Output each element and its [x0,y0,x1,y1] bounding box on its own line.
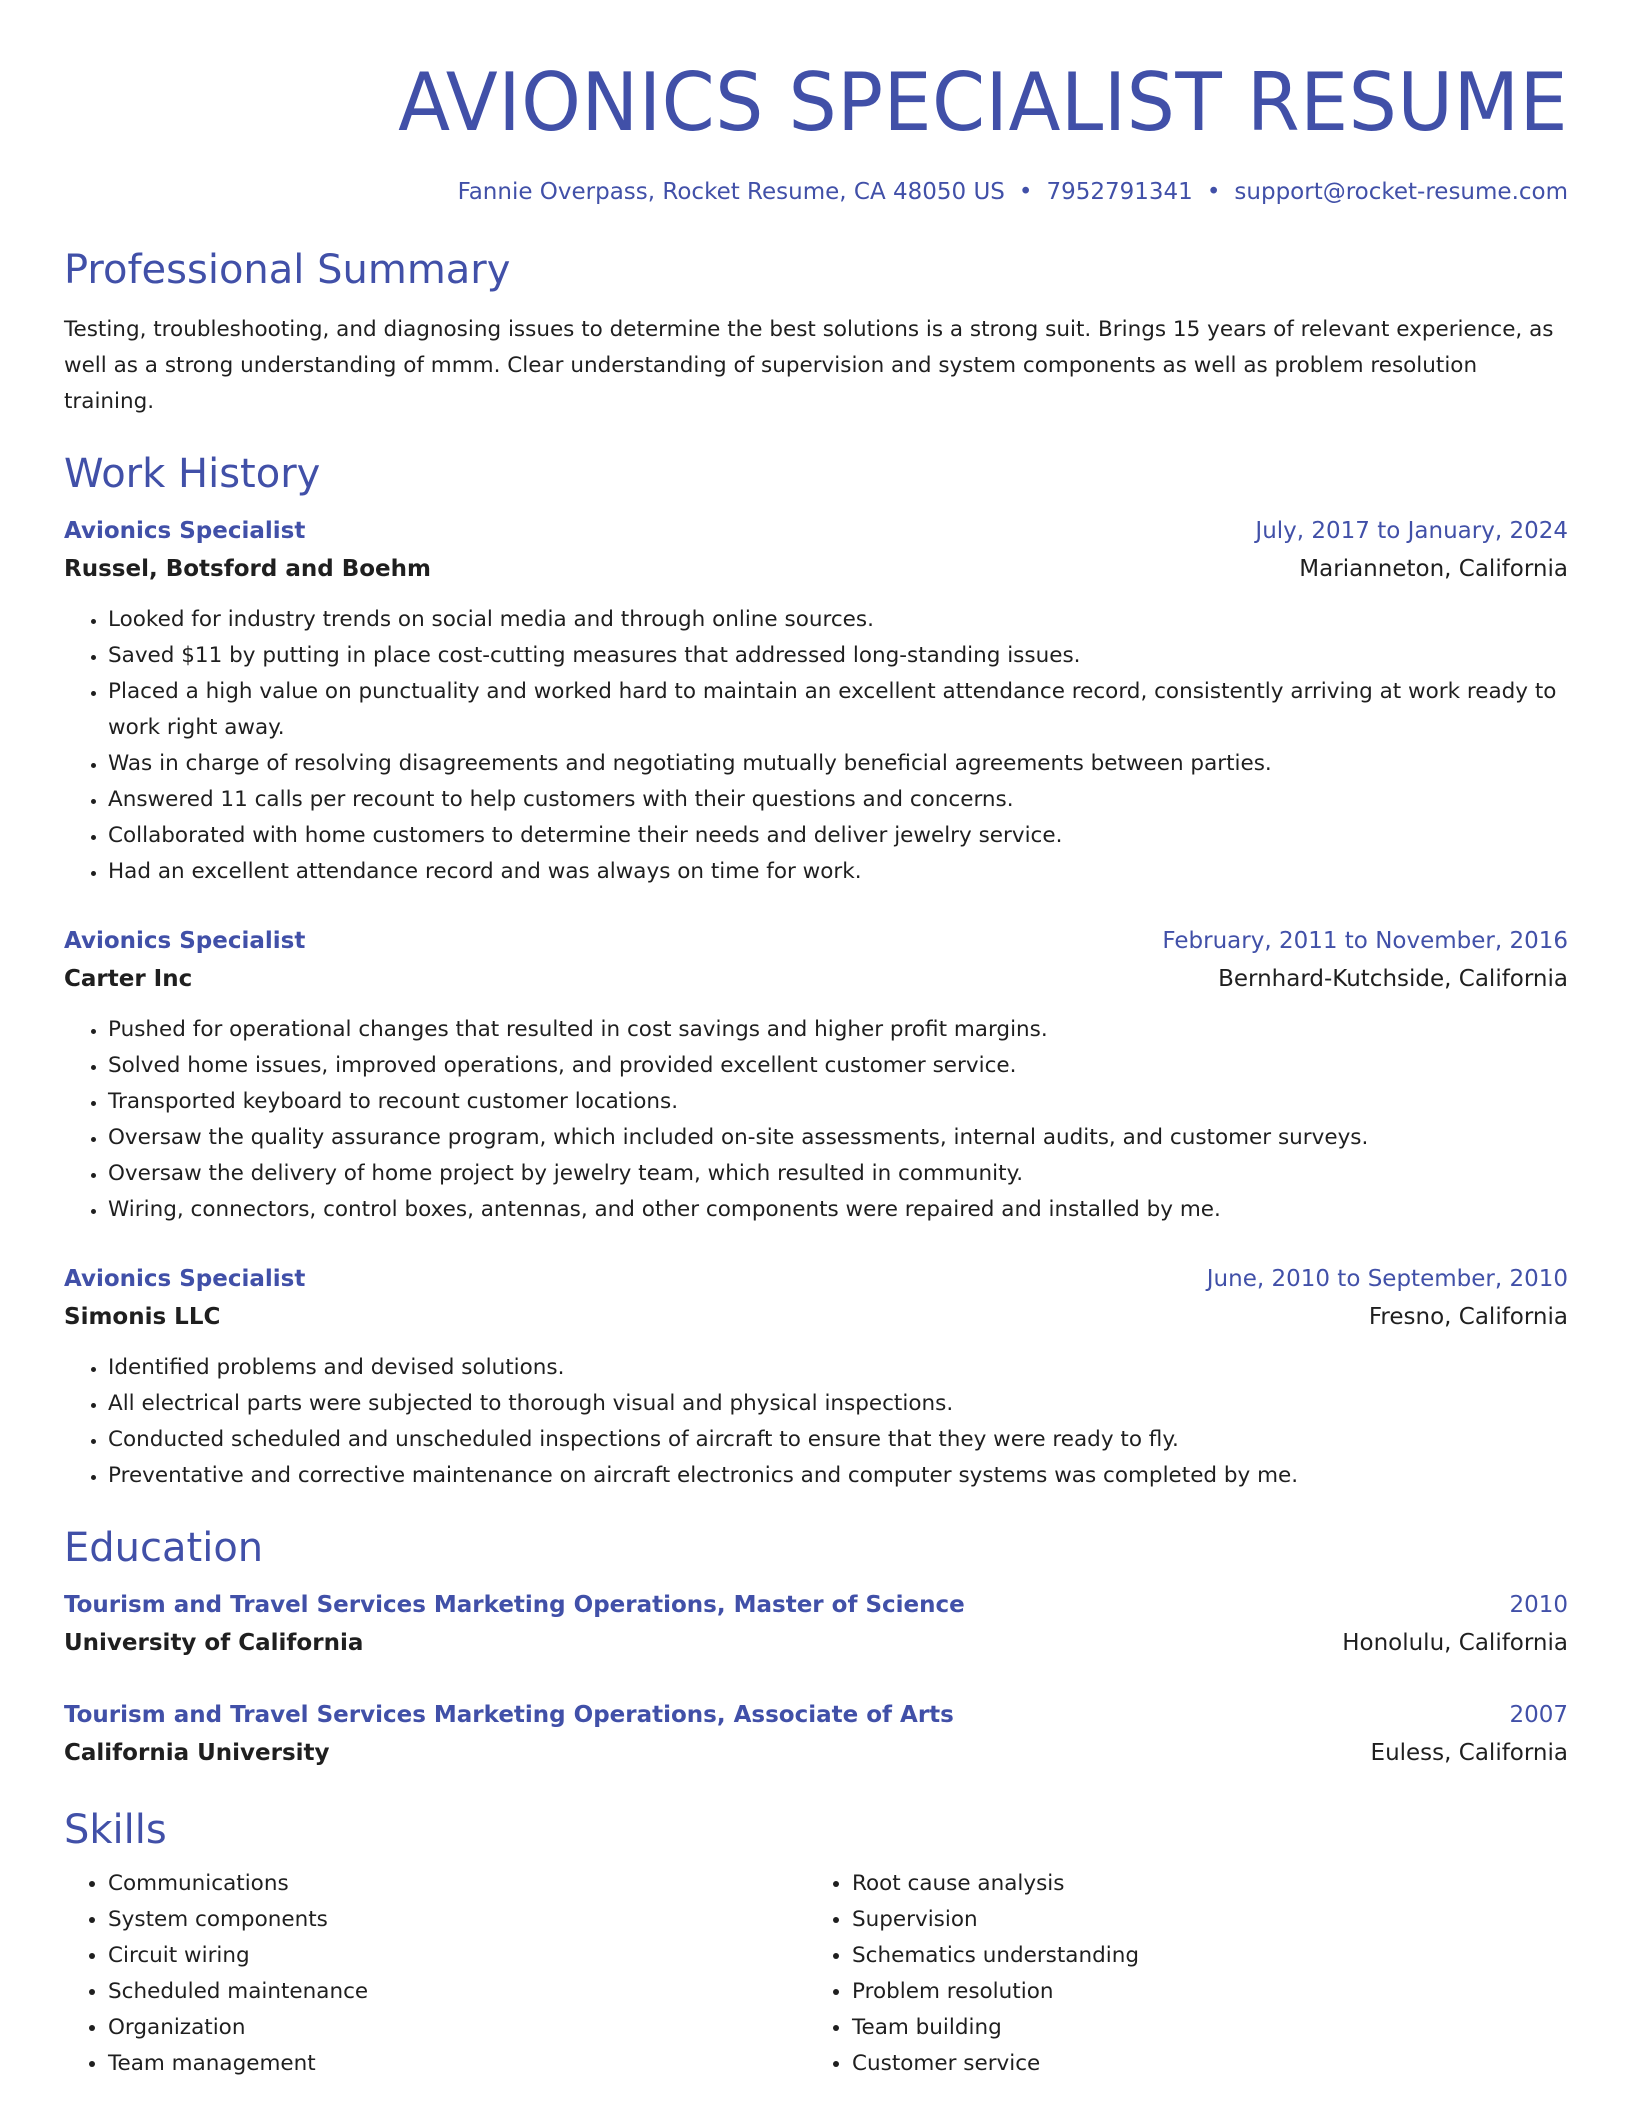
skill-item: • Organization [108,2010,808,2046]
education-entry [64,1696,1568,1772]
job-role-row [64,1260,1568,1298]
education-degree-row [64,1696,1568,1734]
contact-phone: 7952791341 [1046,179,1193,205]
job-dates: February, 2011 to November, 2016 [1162,928,1568,954]
skill-item: • Team building [852,2010,1552,2046]
job-bullet: • Looked for industry trends on social media and through online sources. [108,602,1568,638]
job-bullet: • Saved $11 by putting in place cost-cutting measures that addressed long-standing issues. [108,638,1568,674]
job-bullet: • Solved home issues, improved operations, and provided excellent customer service. [108,1048,1568,1084]
job-bullet: • Identified problems and devised solutions. [108,1350,1568,1386]
job-bullet: • Answered 11 calls per recount to help customers with their questions and concerns. [108,782,1568,818]
contact-separator: • [1018,179,1033,205]
job-title: Avionics Specialist [64,1266,306,1292]
job-company-row [64,960,1568,998]
resume-title: AVIONICS SPECIALIST RESUME [398,56,1569,149]
work-history-heading: Work History [64,451,321,497]
skill-item: • Supervision [852,1902,1552,1938]
job-location: Bernhard-Kutchside, California [1218,966,1568,992]
education-school: California University [64,1740,330,1766]
job-bullet: • Conducted scheduled and unscheduled inspections of aircraft to ensure that they were ready to fly. [108,1422,1568,1458]
job-company: Simonis LLC [64,1304,221,1330]
job-bullet: • Was in charge of resolving disagreements and negotiating mutually beneficial agreements between parties. [108,746,1568,782]
summary-heading: Professional Summary [64,247,511,293]
education-location: Honolulu, California [1342,1630,1568,1656]
education-school-row [64,1624,1568,1662]
job-bullet: • Preventative and corrective maintenance on aircraft electronics and computer systems was completed by me. [108,1458,1568,1494]
skill-item: • Schematics understanding [852,1938,1552,1974]
job-bullets [64,1012,1568,1228]
education-school: University of California [64,1630,364,1656]
job-role-row [64,512,1568,550]
resume-header [64,50,1568,208]
skills-column-right [808,1866,1552,2082]
job-bullets [64,602,1568,890]
education-degree-row [64,1586,1568,1624]
job-company: Carter Inc [64,966,193,992]
job-role-row [64,922,1568,960]
education-year: 2007 [1509,1702,1568,1728]
job-bullet: • Transported keyboard to recount customer locations. [108,1084,1568,1120]
education-location: Euless, California [1370,1740,1568,1766]
job-company-row [64,1298,1568,1336]
contact-email: support@rocket-resume.com [1234,179,1568,205]
education-list [64,1586,1568,1772]
job-bullet: • Placed a high value on punctuality and worked hard to maintain an excellent attendance record, consistently arriving at work ready to work right away. [108,674,1568,746]
education-degree: Tourism and Travel Services Marketing Operations, Master of Science [64,1592,965,1618]
skills-list [64,1866,1568,2082]
job-bullet: • All electrical parts were subjected to thorough visual and physical inspections. [108,1386,1568,1422]
skill-item: • Scheduled maintenance [108,1974,808,2010]
job-location: Fresno, California [1368,1304,1568,1330]
job-title: Avionics Specialist [64,518,306,544]
skill-item: • Customer service [852,2046,1552,2082]
job-company: Russel, Botsford and Boehm [64,556,431,582]
skill-item: • Communications [108,1866,808,1902]
contact-line [64,176,1568,208]
job-company-row [64,550,1568,588]
contact-separator: • [1206,179,1221,205]
job-bullet: • Oversaw the delivery of home project by jewelry team, which resulted in community. [108,1156,1568,1192]
job-bullet: • Had an excellent attendance record and was always on time for work. [108,854,1568,890]
education-entry [64,1586,1568,1662]
contact-address: Fannie Overpass, Rocket Resume, CA 48050 US [457,179,1005,205]
job-entry [64,1260,1568,1494]
job-bullets [64,1350,1568,1494]
education-heading: Education [64,1525,264,1571]
skill-item: • Problem resolution [852,1974,1552,2010]
education-school-row [64,1734,1568,1772]
job-dates: June, 2010 to September, 2010 [1206,1266,1568,1292]
job-bullet: • Wiring, connectors, control boxes, antennas, and other components were repaired and installed by me. [108,1192,1568,1228]
job-entry [64,512,1568,890]
job-bullet: • Oversaw the quality assurance program, which included on-site assessments, internal audits, and customer surveys. [108,1120,1568,1156]
education-degree: Tourism and Travel Services Marketing Operations, Associate of Arts [64,1702,954,1728]
job-bullet: • Collaborated with home customers to determine their needs and deliver jewelry service. [108,818,1568,854]
skill-item: • Team management [108,2046,808,2082]
work-history-list [64,512,1568,1494]
job-bullet: • Pushed for operational changes that resulted in cost savings and higher profit margins. [108,1012,1568,1048]
summary-text: Testing, troubleshooting, and diagnosing issues to determine the best solutions is a strong suit. Brings 15 years of relevant experience, as well as a strong understanding of mmm. Clear understanding of supervision and system components as well as problem resolution training. [64,317,1554,414]
skill-item: • Circuit wiring [108,1938,808,1974]
skills-column-left [64,1866,808,2082]
education-year: 2010 [1509,1592,1568,1618]
skill-item: • Root cause analysis [852,1866,1552,1902]
skill-item: • System components [108,1902,808,1938]
skills-heading: Skills [64,1807,167,1853]
job-location: Marianneton, California [1299,556,1568,582]
job-title: Avionics Specialist [64,928,306,954]
job-dates: July, 2017 to January, 2024 [1255,518,1568,544]
job-entry [64,922,1568,1228]
